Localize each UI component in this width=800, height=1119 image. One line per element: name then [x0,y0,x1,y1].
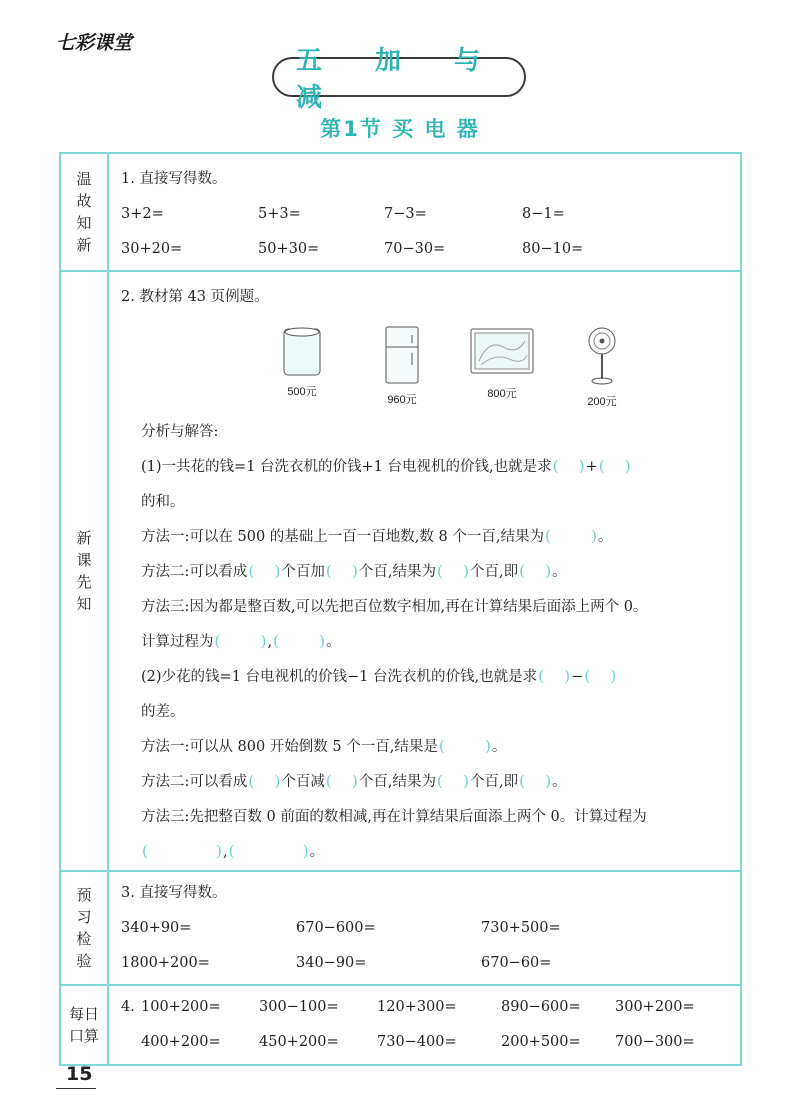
lesson-section [108,271,741,871]
calc-item: 300+200= [615,999,695,1015]
fan-item [557,325,647,415]
analysis-heading: 分析与解答: [141,424,219,440]
answer-blank[interactable] [519,773,551,791]
question-2: 2. 教材第 43 页例题。 [121,289,269,305]
chapter-title-box [272,46,526,113]
calc-row [121,1025,740,1060]
calc-item: 1800+200= [121,955,210,971]
refrigerator-item [357,325,447,415]
calc-row [121,197,740,232]
calc-item: 3+2= [121,206,164,222]
part2-calc: ( ),( ) 。 [121,835,740,870]
calc-item: 890−600= [501,999,581,1015]
review-section [108,153,741,271]
chapter-title: 五 加 与 减 [296,46,503,113]
answer-blank[interactable] [248,563,280,581]
question-1: 1. 直接写得数。 [121,171,227,187]
part1-calc: 计算过程为( ) ,( ) 。 [121,625,740,660]
tv-icon [469,325,535,379]
calc-row [121,990,740,1025]
brand-logo: 七彩课堂 [56,32,133,54]
calc-item: 200+500= [501,1034,581,1050]
calc-item: 50+30= [258,241,320,257]
calc-item: 730−400= [377,1034,457,1050]
calc-item: 120+300= [377,999,457,1015]
side-label-check: 预习检验 [60,871,108,985]
calc-item: 5+3= [258,206,301,222]
price-label: 960元 [387,394,417,406]
side-label-preview: 新课先知 [60,271,108,871]
answer-blank[interactable] [326,563,358,581]
part1-method3: 方法三:因为都是整百数,可以先把百位数字相加,再在计算结果后面添上两个 0。 [141,599,648,615]
answer-blank[interactable] [142,843,222,861]
side-label-daily: 每日口算 [60,985,108,1065]
answer-blank[interactable] [248,773,280,791]
answer-blank[interactable] [519,563,551,581]
calc-item: 730+500= [481,920,561,936]
part2-method1: 方法一:可以从 800 开始倒数 5 个一百,结果是( ) 。 [121,730,740,765]
washing-machine-item [257,325,347,415]
part1-method2: 方法二:可以看成( ) 个百加( ) 个百,结果为( ) 个百,即( ) 。 [121,555,740,590]
calc-item: 340−90= [296,955,367,971]
calc-item: 450+200= [259,1034,339,1050]
calc-item: 7−3= [384,206,427,222]
fan-icon [582,325,622,387]
calc-item: 8−1= [522,206,565,222]
answer-blank[interactable] [439,738,491,756]
part2-method3: 方法三:先把整百数 0 前面的数相减,再在计算结果后面添上两个 0。计算过程为 [141,809,647,825]
answer-blank[interactable] [215,633,267,651]
calc-row [121,946,740,981]
calc-row [121,232,740,267]
answer-blank[interactable] [437,563,469,581]
calc-item: 80−10= [522,241,584,257]
calc-item: 300−100= [259,999,339,1015]
appliance-row [257,325,740,415]
section-title: 第1节 买 电 器 [320,117,480,141]
calc-item: 670−60= [481,955,552,971]
price-label: 200元 [587,396,617,408]
calc-row [121,911,740,946]
part1-question: (1)一共花的钱=1 台洗衣机的价钱+1 台电视机的价钱,也就是求( ) +( ) [121,450,740,485]
exercise-table [59,152,742,1066]
part2-question: (2)少花的钱=1 台电视机的价钱−1 台洗衣机的价钱,也就是求( ) −( ) [121,660,740,695]
calc-item: 340+90= [121,920,192,936]
question-4: 4. [121,999,135,1015]
answer-blank[interactable] [273,633,325,651]
answer-blank[interactable] [229,843,309,861]
daily-section [108,985,741,1065]
price-label: 800元 [487,388,517,400]
part1-method1: 方法一:可以在 500 的基础上一百一百地数,数 8 个一百,结果为( ) 。 [121,520,740,555]
answer-blank[interactable] [584,668,616,686]
calc-item: 670−600= [296,920,376,936]
calc-item: 100+200= [141,999,221,1015]
part2-question-end: 的差。 [141,704,185,720]
page-number-underline [56,1088,96,1089]
price-label: 500元 [287,386,317,398]
page-number: 15 [66,1063,93,1085]
answer-blank[interactable] [553,458,585,476]
answer-blank[interactable] [538,668,570,686]
refrigerator-icon [384,325,420,385]
part2-method2: 方法二:可以看成( ) 个百减( ) 个百,结果为( ) 个百,即( ) 。 [121,765,740,800]
side-label-review: 温故知新 [60,153,108,271]
answer-blank[interactable] [437,773,469,791]
question-3: 3. 直接写得数。 [121,885,227,901]
calc-item: 70−30= [384,241,446,257]
washing-machine-icon [282,325,322,377]
answer-blank[interactable] [545,528,597,546]
check-section [108,871,741,985]
calc-item: 30+20= [121,241,183,257]
answer-blank[interactable] [599,458,631,476]
answer-blank[interactable] [326,773,358,791]
part1-question-end: 的和。 [141,494,185,510]
calc-item: 700−300= [615,1034,695,1050]
calc-item: 400+200= [141,1034,221,1050]
tv-item [457,325,547,415]
